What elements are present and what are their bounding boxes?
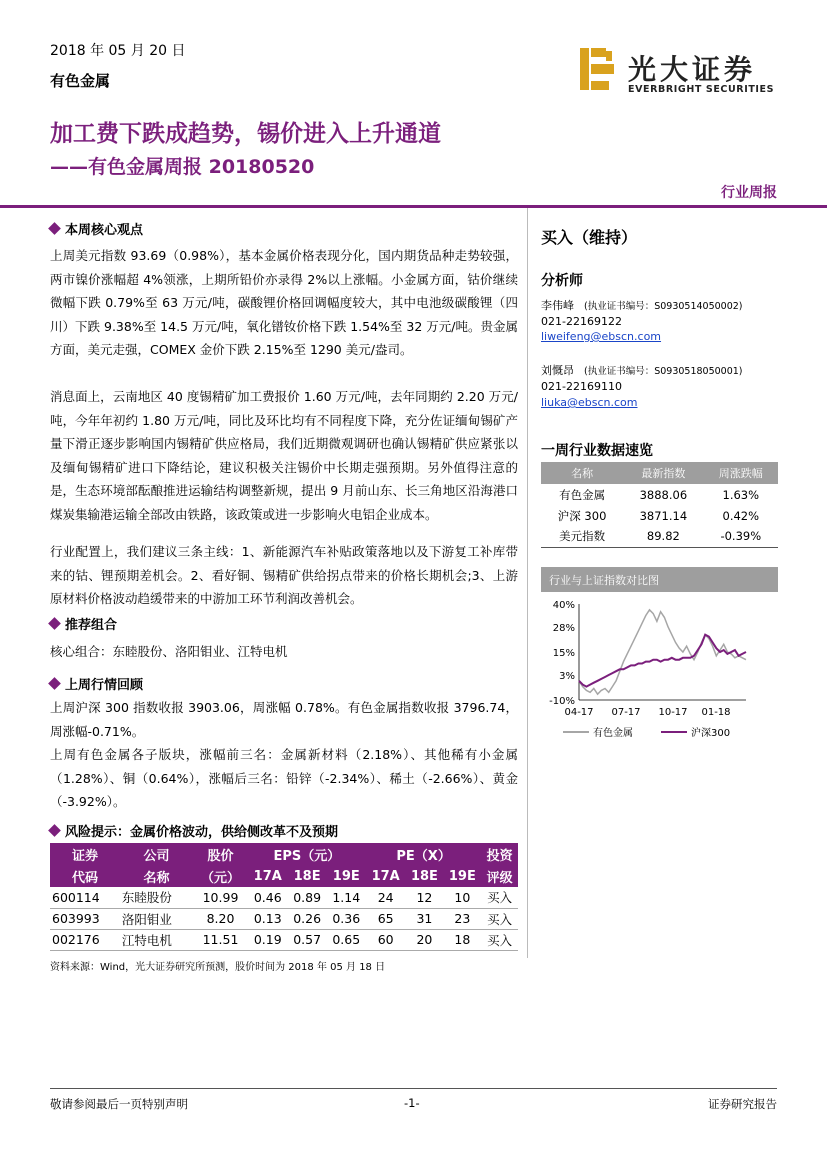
analyst-1-name: 李伟峰 bbox=[541, 299, 574, 312]
cell-pe: 24 bbox=[366, 887, 406, 908]
y-tick-label: 15% bbox=[552, 648, 575, 659]
cell-price: 10.99 bbox=[193, 887, 248, 908]
brand-logo-icon bbox=[580, 48, 614, 90]
cell-pe: 23 bbox=[443, 908, 481, 929]
cell-eps: 0.65 bbox=[327, 929, 366, 950]
analyst-2-name-row bbox=[541, 362, 743, 378]
cell-pe: 20 bbox=[405, 929, 443, 950]
y-tick-label: 3% bbox=[559, 671, 575, 683]
diamond-bullet-icon bbox=[48, 222, 61, 235]
footer-doc-type: 证券研究报告 bbox=[708, 1097, 777, 1111]
table-row bbox=[50, 908, 518, 929]
analyst-heading: 分析师 bbox=[541, 273, 583, 289]
col-rating: 投资 bbox=[481, 843, 518, 865]
wk-cell: 3888.06 bbox=[639, 487, 688, 502]
analyst-2-name: 刘慨昂 bbox=[541, 364, 574, 377]
cell-eps: 0.19 bbox=[248, 929, 288, 950]
brand-name-cn: 光大证券 bbox=[628, 53, 757, 86]
weekly-data-table bbox=[541, 462, 778, 548]
cell-pe: 18 bbox=[443, 929, 481, 950]
report-type: 行业周报 bbox=[721, 185, 777, 201]
wk-cell: 沪深 300 bbox=[557, 508, 607, 523]
cell-name: 洛阳钼业 bbox=[120, 908, 193, 929]
cell-price: 8.20 bbox=[193, 908, 248, 929]
analyst-2-phone: 021-22169110 bbox=[541, 380, 622, 393]
x-tick-label: 01-18 bbox=[701, 707, 731, 718]
diamond-bullet-icon bbox=[48, 677, 61, 690]
rating-label: 买入（维持） bbox=[541, 228, 638, 247]
paragraph-market-summary: 上周美元指数 93.69（0.98%），基本金属价格表现分化，国内期货品种走势较强，两市镍价涨幅超 4%领涨，上期所铅价亦录得 2%以上涨幅。小金属方面，钴价继续微幅下跌 0.79%至 63 万元/吨，碳酸锂价格回调幅度较大，其中电池级碳酸锂（四川）下跌 9.38%至 14.5 万元/吨，氧化镨钕价格下跌 1.54%至 32 万元/吨。贵金属方面，美元走强，COMEX 金价下跌 2.15%至 1290 美元/盎司。 bbox=[50, 248, 518, 358]
brand-name-en: EVERBRIGHT SECURITIES bbox=[628, 84, 775, 95]
diamond-bullet-icon bbox=[48, 824, 61, 837]
cell-name: 东睦股份 bbox=[120, 887, 193, 908]
wk-cell: 0.42% bbox=[722, 508, 760, 523]
section-risk: 风险提示：金属价格波动，供给侧改革不及预期 bbox=[50, 821, 338, 840]
table-row bbox=[541, 505, 778, 526]
col-rating-2: 评级 bbox=[481, 865, 518, 887]
report-subtitle: ——有色金属周报 20180520 bbox=[50, 156, 315, 178]
table-row bbox=[50, 887, 518, 908]
paragraph-index-review: 上周沪深 300 指数收报 3903.06，周涨幅 0.78%。有色金属指数收报 3796.74，周涨幅-0.71%。 bbox=[50, 700, 518, 739]
wk-col-name: 名称 bbox=[541, 462, 623, 484]
y-tick-label: -10% bbox=[549, 696, 575, 707]
report-date: 2018 年 05 月 20 日 bbox=[50, 43, 186, 59]
legend-label: 有色金属 bbox=[593, 728, 633, 739]
cell-rating: 买入 bbox=[481, 929, 518, 950]
paragraph-allocation: 行业配置上，我们建议三条主线：1、新能源汽车补贴政策落地以及下游复工补库带来的钴、锂预期差机会。2、看好铜、锡精矿供给拐点带来的价格长期机会;3、上游原材料价格波动趋缓带来的中游加工环节利润改善机会。 bbox=[50, 544, 518, 607]
cell-pe: 60 bbox=[366, 929, 406, 950]
footer-disclaimer: 敬请参阅最后一页特别声明 bbox=[50, 1097, 188, 1111]
wk-cell: 89.82 bbox=[623, 526, 703, 547]
col-code-2: 代码 bbox=[50, 865, 120, 887]
cell-eps: 1.14 bbox=[327, 887, 366, 908]
recommended-stocks-table bbox=[50, 843, 518, 951]
col-eps-18e: 18E bbox=[288, 865, 327, 887]
cell-eps: 0.57 bbox=[288, 929, 327, 950]
col-code: 证券 bbox=[50, 843, 120, 865]
col-price-2: （元） bbox=[193, 865, 248, 887]
cell-code: 603993 bbox=[50, 908, 120, 929]
header-divider bbox=[0, 205, 827, 208]
wk-cell: 3871.14 bbox=[639, 508, 688, 523]
cell-pe: 10 bbox=[443, 887, 481, 908]
x-tick-label: 04-17 bbox=[564, 707, 594, 718]
col-pe-17a: 17A bbox=[366, 865, 406, 887]
analyst-2-email-link[interactable]: liuka@ebscn.com bbox=[541, 396, 638, 409]
col-eps-17a: 17A bbox=[248, 865, 288, 887]
x-tick-label: 10-17 bbox=[658, 707, 688, 718]
cell-pe: 65 bbox=[366, 908, 406, 929]
paragraph-core-portfolio: 核心组合：东睦股份、洛阳钼业、江特电机 bbox=[50, 644, 288, 659]
cell-pe: 31 bbox=[405, 908, 443, 929]
paragraph-news: 消息面上，云南地区 40 度锡精矿加工费报价 1.60 万元/吨，去年同期约 2.20 万元/吨，今年年初约 1.80 万元/吨，同比及环比均有不同程度下降，充分佐证缅甸锡矿产量下滑正逐步影响国内锡精矿供应格局，我们近期微观调研也确认锡精矿供应紧张以及缅甸锡精矿进口下降结论，建议积极关注锡价中长期走强预期。另外值得注意的是，生态环境部酝酿推进运输结构调整新规，提出 9 月前山东、长三角地区沿海港口煤炭集输港运输全部改由铁路，该政策或进一步影响火电铝企业成本。 bbox=[50, 389, 518, 522]
section-portfolio: 推荐组合 bbox=[50, 614, 117, 633]
wk-col-change: 周涨跌幅 bbox=[704, 462, 778, 484]
col-name-2: 名称 bbox=[120, 865, 193, 887]
cell-eps: 0.36 bbox=[327, 908, 366, 929]
cell-name: 江特电机 bbox=[120, 929, 193, 950]
cell-price: 11.51 bbox=[193, 929, 248, 950]
col-eps-19e: 19E bbox=[327, 865, 366, 887]
cell-rating: 买入 bbox=[481, 887, 518, 908]
cell-eps: 0.13 bbox=[248, 908, 288, 929]
report-title: 加工费下跌成趋势，锡价进入上升通道 bbox=[50, 121, 441, 147]
table-row bbox=[541, 484, 778, 505]
section-market-review: 上周行情回顾 bbox=[50, 674, 143, 693]
cell-eps: 0.89 bbox=[288, 887, 327, 908]
y-tick-label: 28% bbox=[552, 623, 575, 635]
cell-rating: 买入 bbox=[481, 908, 518, 929]
analyst-1-reg: (执业证书编号：S0930514050002) bbox=[584, 301, 743, 312]
diamond-bullet-icon bbox=[48, 617, 61, 630]
legend-label: 沪深300 bbox=[691, 728, 731, 739]
cell-code: 600114 bbox=[50, 887, 120, 908]
col-pe-19e: 19E bbox=[443, 865, 481, 887]
wk-cell: 美元指数 bbox=[541, 526, 623, 547]
series-line-hs300 bbox=[579, 635, 746, 687]
analyst-1-phone: 021-22169122 bbox=[541, 315, 622, 328]
analyst-2-reg: (执业证书编号：S0930518050001) bbox=[584, 366, 743, 377]
cell-code: 002176 bbox=[50, 929, 120, 950]
analyst-1-email-link[interactable]: liweifeng@ebscn.com bbox=[541, 330, 662, 343]
analyst-1-name-row bbox=[541, 297, 743, 313]
table-source-note: 资料来源：Wind，光大证券研究所预测，股价时间为 2018 年 05 月 18 日 bbox=[50, 962, 386, 973]
paragraph-subsector-review: 上周有色金属各子版块，涨幅前三名：金属新材料（2.18%）、其他稀有小金属（1.28%）、铜（0.64%），涨幅后三名：铅锌（-2.34%）、稀土（-2.66%）、黄金（-3.92%）。 bbox=[50, 747, 518, 810]
chart-title: 行业与上证指数对比图 bbox=[541, 567, 778, 592]
table-row bbox=[541, 526, 778, 547]
sector-label: 有色金属 bbox=[50, 72, 111, 90]
y-tick-label: 40% bbox=[552, 600, 575, 611]
wk-cell: 1.63% bbox=[722, 487, 760, 502]
column-divider bbox=[527, 208, 528, 958]
comparison-chart bbox=[541, 594, 778, 744]
footer-divider bbox=[50, 1088, 777, 1089]
col-pe: PE（X） bbox=[366, 843, 482, 865]
x-tick-label: 07-17 bbox=[611, 707, 641, 718]
wk-col-index: 最新指数 bbox=[623, 462, 703, 484]
col-name: 公司 bbox=[120, 843, 193, 865]
cell-pe: 12 bbox=[405, 887, 443, 908]
wk-cell: -0.39% bbox=[704, 526, 778, 547]
col-price: 股价 bbox=[193, 843, 248, 865]
page-number: -1- bbox=[404, 1096, 420, 1110]
section-core-view: 本周核心观点 bbox=[50, 219, 143, 238]
weekly-data-heading: 一周行业数据速览 bbox=[541, 443, 653, 459]
col-pe-18e: 18E bbox=[405, 865, 443, 887]
wk-cell: 有色金属 bbox=[559, 487, 606, 502]
table-row bbox=[50, 929, 518, 950]
cell-eps: 0.26 bbox=[288, 908, 327, 929]
cell-eps: 0.46 bbox=[248, 887, 288, 908]
col-eps: EPS（元） bbox=[248, 843, 366, 865]
